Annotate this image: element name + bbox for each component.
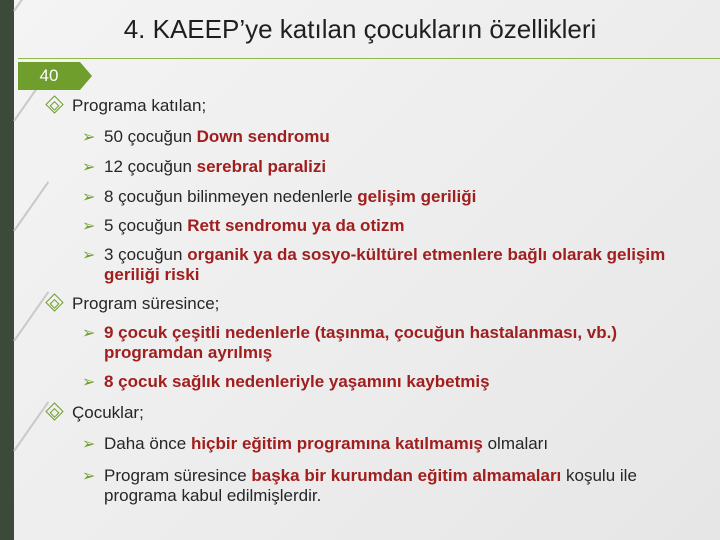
slide-number-badge: 40 [18, 62, 80, 90]
decorative-stripe [13, 181, 49, 231]
arrow-bullet-icon: ➢ [82, 127, 96, 146]
slide-title: 4. KAEEP’ye katılan çocukların özellikleri [123, 14, 597, 44]
arrow-bullet-icon: ➢ [82, 216, 96, 235]
arrow-bullet-icon: ➢ [82, 323, 96, 342]
diamond-bullet-icon [45, 402, 63, 420]
left-accent-bar [0, 0, 14, 540]
arrow-bullet-icon: ➢ [82, 245, 96, 264]
arrow-bullet-icon: ➢ [82, 372, 96, 391]
decorative-stripe [13, 401, 49, 451]
arrow-bullet-icon: ➢ [82, 157, 96, 176]
arrow-bullet-icon: ➢ [82, 187, 96, 206]
diamond-bullet-icon [45, 293, 63, 311]
decorative-stripe [13, 291, 49, 341]
decorative-stripe [13, 0, 49, 12]
title-divider [18, 58, 720, 59]
arrow-bullet-icon: ➢ [82, 466, 96, 485]
arrow-bullet-icon: ➢ [82, 434, 96, 453]
diamond-bullet-icon [45, 95, 63, 113]
